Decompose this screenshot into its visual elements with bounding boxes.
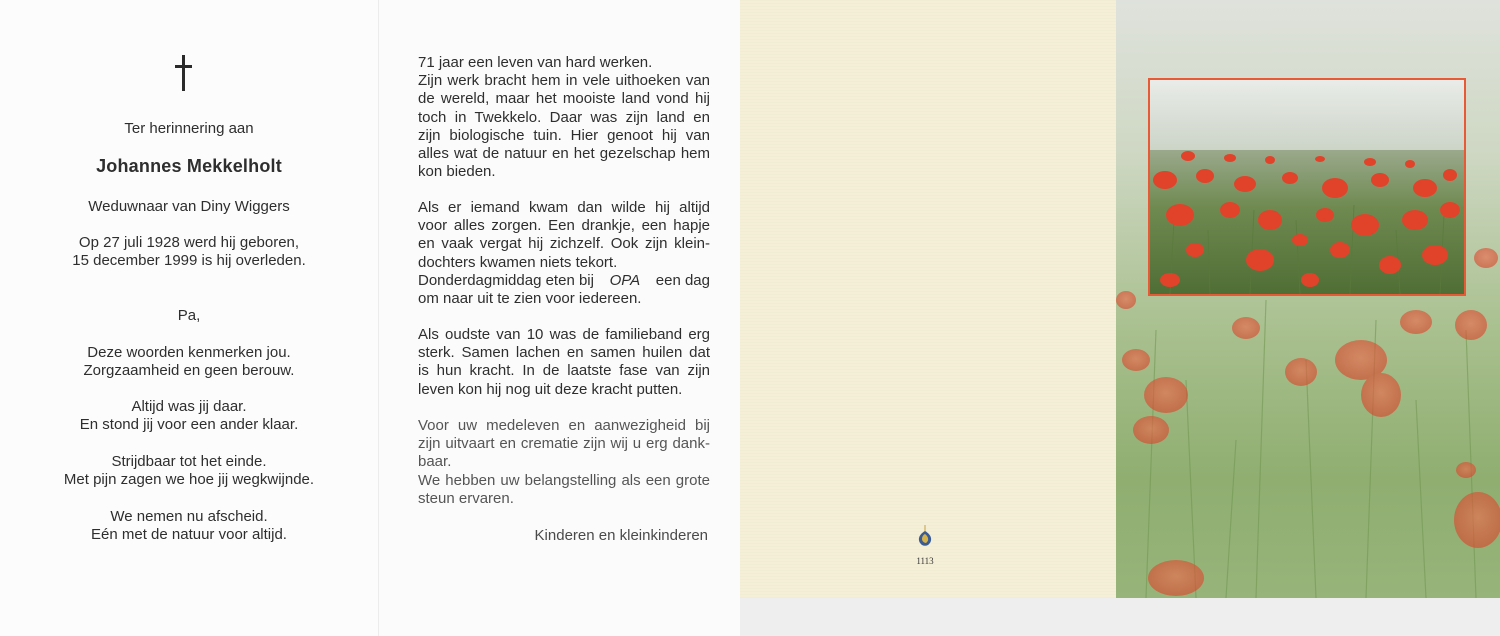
text-line: toch in Twekkelo. Daar was zijn land en: [418, 108, 710, 126]
text-line: de wereld, maar het mooiste land vond hij: [418, 90, 710, 108]
text-line: leven kon hij nog uit deze kracht putten.: [418, 380, 683, 398]
text-line: Als er iemand kwam dan wilde hij altijd: [418, 199, 710, 216]
card-back-panel: [740, 0, 1116, 598]
paragraph-thanks: [418, 417, 710, 508]
poem-line: Altijd was jij daar.: [131, 398, 247, 415]
text-line: om naar uit te zien voor iedereen.: [418, 290, 642, 308]
paragraph-life: [418, 54, 710, 181]
poem-line: Zorgzaamheid en geen berouw.: [83, 362, 295, 379]
text-line: [418, 272, 710, 290]
text-line: We hebben uw belangstelling als een grote: [418, 471, 710, 489]
poppy-field-photo: [1150, 80, 1464, 294]
text-line: steun ervaren.: [418, 489, 514, 507]
text-line: zijn biologische tuin. Hier genoot hij van: [418, 126, 710, 144]
text-fragment: een dag: [655, 271, 710, 289]
death-line: 15 december 1999 is hij overleden.: [72, 252, 306, 269]
emphasis-opa: OPA: [609, 271, 641, 289]
paragraph-family: [418, 326, 710, 399]
cross-icon: [170, 54, 198, 94]
text-line: alles wat de natuur en het gezelschap hem: [418, 145, 710, 163]
poppy-photo-frame: [1148, 78, 1466, 296]
text-line: baar.: [418, 453, 452, 471]
spouse-line: Weduwnaar van Diny Wiggers: [88, 198, 290, 215]
poem-line: Eén met de natuur voor altijd.: [91, 526, 287, 543]
text-line: en vaak vergat hij zichzelf. Ook zijn klein-: [418, 235, 710, 253]
birth-line: Op 27 juli 1928 werd hij geboren,: [78, 234, 300, 251]
text-line: 71 jaar een leven van hard werken.: [418, 54, 653, 71]
text-line: kon bieden.: [418, 163, 496, 181]
text-line: voor alles zorgen. Een drankje, een hapje: [418, 217, 710, 235]
text-line: Als oudste van 10 was de familieband erg: [418, 326, 710, 343]
poem-line: Deze woorden kenmerken jou.: [87, 344, 291, 361]
text-line: Zijn werk bracht hem in vele uithoeken van: [418, 72, 710, 90]
intro-text: Ter herinnering aan: [124, 120, 254, 137]
signoff: Kinderen en kleinkinderen: [534, 527, 708, 544]
card-number: 1113: [916, 556, 934, 566]
text-line: Voor uw medeleven en aanwezigheid bij: [418, 417, 710, 434]
text-line: zijn uitvaart en crematie zijn wij u erg dank-: [418, 435, 710, 453]
poem-line: We nemen nu afscheid.: [110, 508, 268, 525]
text-line: sterk. Samen lachen en samen huilen dat: [418, 344, 710, 362]
poem-line: Met pijn zagen we hoe jij wegkwijnde.: [63, 471, 315, 488]
publisher-logo-icon: [914, 525, 936, 551]
poem-line: Strijdbaar tot het einde.: [111, 453, 267, 470]
poem-line: En stond jij voor een ander klaar.: [79, 416, 299, 433]
text-fragment: Donderdagmiddag eten bij: [418, 271, 594, 289]
text-line: is hun kracht. In de laatste fase van zijn: [418, 362, 710, 380]
scan-background: [740, 598, 1500, 636]
paragraph-care: [418, 199, 710, 308]
text-line: dochters kwamen niets tekort.: [418, 253, 618, 271]
salutation: Pa,: [177, 307, 201, 324]
deceased-name: Johannes Mekkelholt: [96, 156, 282, 176]
